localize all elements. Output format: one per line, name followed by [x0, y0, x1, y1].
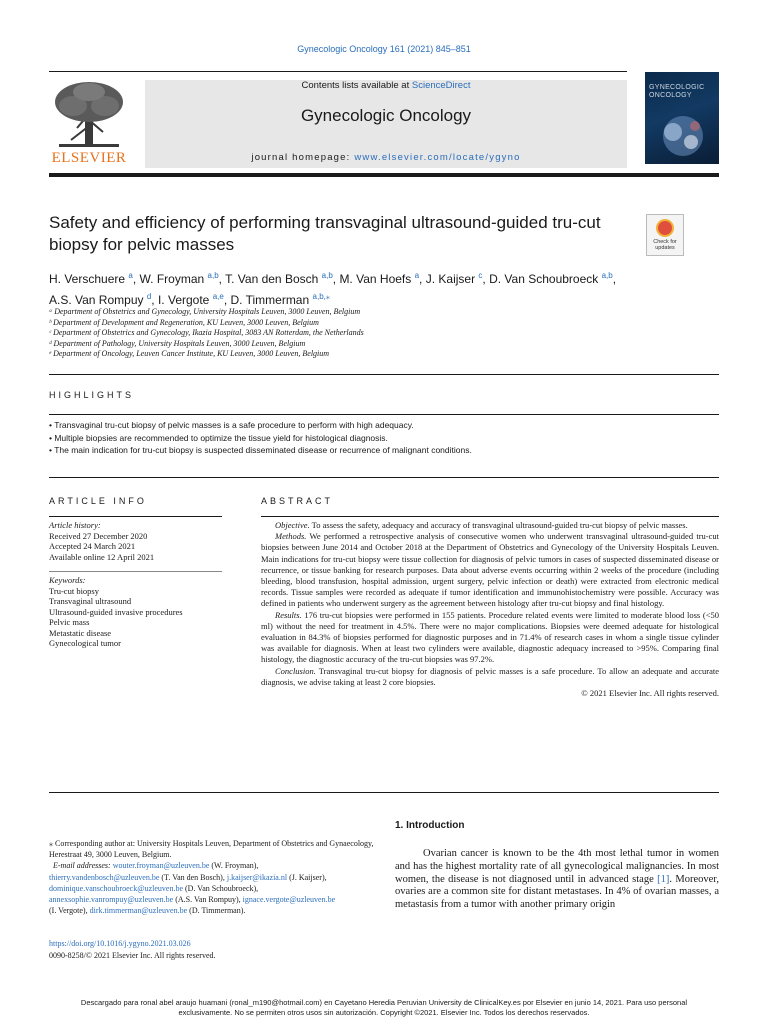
- affiliation: ᵃ Department of Obstetrics and Gynecology, University Hospitals Leuven, 3000 Leuven, Belgium: [49, 307, 361, 316]
- author[interactable]: J. Kaijser: [425, 272, 476, 286]
- article-title: Safety and efficiency of performing transvaginal ultrasound-guided tru-cut biopsy for pelvic masses: [49, 213, 601, 254]
- crossmark-label: Check for updates: [653, 239, 677, 251]
- author-affiliation-mark[interactable]: d: [146, 292, 152, 301]
- email-label: E-mail addresses:: [53, 861, 111, 871]
- highlights-list: [49, 419, 719, 457]
- highlights-heading: HIGHLIGHTS: [49, 390, 135, 400]
- abstract-rule: [261, 516, 719, 517]
- keyword: Tru-cut biopsy: [49, 585, 99, 596]
- email-owner: (D. Van Schoubroeck),: [183, 883, 259, 893]
- objective-text: To assess the safety, adequacy and accuracy of transvaginal ultrasound-guided tru-cut biopsy of pelvic masses.: [309, 520, 688, 530]
- introduction-paragraph: [395, 848, 719, 912]
- journal-homepage: [145, 152, 627, 163]
- author-affiliation-mark[interactable]: a,b,⁎: [312, 292, 330, 301]
- abstract-body: [261, 520, 719, 699]
- keywords: [49, 575, 229, 649]
- keywords-label: Keywords:: [49, 575, 86, 585]
- homepage-prefix: journal homepage:: [251, 152, 355, 163]
- email-link[interactable]: annexsophie.vanrompuy@uzleuven.be: [49, 895, 174, 905]
- email-owner: (D. Timmerman).: [187, 906, 246, 916]
- author[interactable]: M. Van Hoefs: [339, 272, 412, 286]
- crossmark-icon: [656, 219, 674, 237]
- author[interactable]: D. Timmerman: [230, 293, 310, 307]
- history-date: Accepted 24 March 2021: [49, 541, 136, 551]
- email-link[interactable]: ignace.vergote@uzleuven.be: [242, 895, 336, 905]
- author-affiliation-mark[interactable]: a,b: [321, 271, 333, 280]
- intro-text: Ovarian cancer is known to be the 4th most lethal tumor in women and has the highest mortality rate of all gynecological malignancies. In most women, the disease is not diagnosed until in advanced stage: [395, 848, 719, 885]
- author-affiliation-mark[interactable]: a: [414, 271, 420, 280]
- journal-cover-image[interactable]: [645, 72, 719, 164]
- doi-block: [49, 938, 379, 961]
- author[interactable]: H. Verschuere: [49, 272, 126, 286]
- email-owner: (J. Kaijser),: [287, 872, 327, 882]
- affiliation-list: [49, 307, 729, 360]
- keyword: Gynecological tumor: [49, 638, 121, 648]
- author[interactable]: D. Van Schoubroeck: [489, 272, 599, 286]
- article-info-heading: ARTICLE INFO: [49, 496, 147, 506]
- methods-label: Methods.: [275, 531, 307, 542]
- author-affiliation-mark[interactable]: a: [128, 271, 133, 280]
- affiliation: ᶜ Department of Obstetrics and Gynecology, Ikazia Hospital, 3083 AN Rotterdam, the Netherlands: [49, 328, 364, 337]
- header-bottom-rule: [49, 173, 719, 177]
- abstract-copyright: © 2021 Elsevier Inc. All rights reserved.: [581, 688, 719, 699]
- corresponding-author: ⁎ Corresponding author at: University Hospitals Leuven, Department of Obstetrics and Gynaecology, Herestraat 49, 3000 Leuven, Belgium.: [49, 839, 374, 860]
- methods-text: We performed a retrospective analysis of consecutive women who underwent transvaginal ultrasound-guided tru-cut biopsies between June 2014 and October 2018 at the Department of Obstetrics and Gynecology of the University Hospitals Leuven. Main indications for tru-cut biopsy were tissue collection for diagnosis of pelvic tumors in cases of suspected disseminated disease or recurrence, or tissue banking for research purposes. Data about adverse events occurring within 2 weeks of the procedure (including bleeding, blood transfusion, hospital admission, urgent surgery, pelvic infection or death) were extracted from electronic medical records. Tissue samples were recorded as adequate if tumor identification and immunohistochemistry were possible. Accuracy was defined in patients who underwent surgery as the agreement between histology after tru-cut biopsy and final histology.: [261, 531, 719, 609]
- author[interactable]: W. Froyman: [139, 272, 205, 286]
- keyword: Metastatic disease: [49, 627, 112, 638]
- journal-title: Gynecologic Oncology: [300, 106, 472, 125]
- keyword: Pelvic mass: [49, 617, 90, 627]
- intro-text: . Moreover, ovaries are a common site for distant metastases. In 4% of ovarian masses, a metastasis from a tumor with another primary origin: [395, 873, 719, 911]
- download-notice: Descargado para ronal abel araujo huamani (ronal_m190@hotmail.com) en Cayetano Heredia Peruvian University de ClinicalKey.es por Elsevier en junio 14, 2021. Para uso personal exclusivamente. No se permiten otros usos sin autorización. Copyright ©2021. Elsevier Inc. Todos los derechos reservados.: [80, 998, 688, 1017]
- highlight-item: • The main indication for tru-cut biopsy is suspected disseminated disease or recurrence of malignant conditions.: [49, 445, 472, 455]
- article-history: [49, 520, 229, 562]
- history-date: Received 27 December 2020: [49, 530, 148, 541]
- corresponding-author-footnote: [49, 838, 379, 916]
- keywords-rule: [49, 571, 222, 572]
- issn-copyright: 0090-8258/© 2021 Elsevier Inc. All rights reserved.: [49, 950, 216, 960]
- affiliation: ᵇ Department of Development and Regeneration, KU Leuven, 3000 Leuven, Belgium: [49, 317, 319, 327]
- email-owner: (W. Froyman),: [209, 861, 259, 871]
- results-text: 176 tru-cut biopsies were performed in 155 patients. Procedure related events were limited to moderate blood loss (<50 ml) without the need for treatment in 4.5%. There were no major complications. Biopsies were deemed adequate for histological evaluation in 84.3% of biopsies performed for diagnostic purposes and in 71.4% of research cases in whom a single tissue cylinder was available for diagnosis. When at least two cylinders were available, diagnostic adequacy increased to >95%. Comparing final histology, the diagnostic accuracy of the tru-cut biopsies was 97.2%.: [261, 609, 719, 665]
- history-label: Article history:: [49, 520, 101, 530]
- email-link[interactable]: dirk.timmerman@uzleuven.be: [89, 906, 188, 916]
- elsevier-logo-text: ELSEVIER: [51, 150, 127, 166]
- journal-reference[interactable]: Gynecologic Oncology 161 (2021) 845–851: [297, 44, 471, 54]
- check-for-updates-badge[interactable]: [646, 214, 684, 256]
- abstract-bottom-rule: [49, 792, 719, 793]
- citation-link[interactable]: [1]: [657, 873, 670, 885]
- affiliation: ᵈ Department of Pathology, University Hospitals Leuven, 3000 Leuven, Belgium: [49, 338, 306, 348]
- highlight-text: Multiple biopsies are recommended to optimize the tissue yield for histological diagnosis.: [54, 432, 388, 443]
- author[interactable]: T. Van den Bosch: [225, 272, 319, 286]
- author[interactable]: A.S. Van Rompuy: [49, 293, 144, 307]
- conclusion-label: Conclusion.: [275, 665, 316, 676]
- email-link[interactable]: wouter.froyman@uzleuven.be: [112, 861, 210, 871]
- author[interactable]: I. Vergote: [157, 293, 210, 307]
- author-affiliation-mark[interactable]: a,b: [207, 271, 219, 280]
- results-label: Results.: [275, 609, 302, 620]
- history-date: Available online 12 April 2021: [49, 551, 155, 562]
- author-affiliation-mark[interactable]: a,b: [601, 271, 613, 280]
- abstract-methods: [261, 531, 719, 609]
- email-owner: (I. Vergote),: [49, 906, 90, 916]
- highlight-item: • Transvaginal tru-cut biopsy of pelvic masses is a safe procedure to perform with high adequacy.: [49, 420, 414, 430]
- sciencedirect-link[interactable]: ScienceDirect: [411, 80, 471, 91]
- objective-label: Objective.: [275, 520, 310, 530]
- highlight-text: The main indication for tru-cut biopsy is suspected disseminated disease or recurrence of malignant conditions.: [54, 445, 472, 455]
- author-affiliation-mark[interactable]: c: [478, 271, 483, 280]
- highlights-inner-rule: [49, 414, 719, 415]
- author-affiliation-mark[interactable]: a,e: [212, 292, 224, 301]
- contents-line: [145, 80, 627, 91]
- email-addresses: [49, 860, 379, 916]
- keyword: Ultrasound-guided invasive procedures: [49, 606, 183, 617]
- introduction-heading: 1. Introduction: [395, 820, 465, 831]
- email-link[interactable]: j.kaijser@ikazia.nl: [226, 872, 288, 882]
- highlight-item: • Multiple biopsies are recommended to optimize the tissue yield for histological diagnosis.: [49, 432, 388, 443]
- abstract-heading: ABSTRACT: [261, 496, 334, 506]
- conclusion-text: Transvaginal tru-cut biopsy for diagnosis of pelvic masses is a safe procedure. To allow an adequate and accurate diagnosis, we advise taking at least 2 core biopsies.: [261, 665, 719, 687]
- article-info-rule: [49, 516, 222, 517]
- header-top-rule: [49, 71, 627, 72]
- homepage-link[interactable]: www.elsevier.com/locate/ygyno: [354, 152, 521, 163]
- email-link[interactable]: thierry.vandenbosch@uzleuven.be: [49, 872, 160, 882]
- introduction-body: [395, 848, 719, 912]
- email-owner: (T. Van den Bosch),: [159, 872, 227, 882]
- abstract-conclusion: [261, 666, 719, 688]
- abstract-objective: [261, 520, 719, 531]
- keyword: Transvaginal ultrasound: [49, 596, 132, 606]
- contents-prefix: Contents lists available at: [301, 80, 412, 91]
- doi-link[interactable]: https://doi.org/10.1016/j.ygyno.2021.03.026: [49, 939, 191, 948]
- email-link[interactable]: dominique.vanschoubroeck@uzleuven.be: [49, 883, 183, 893]
- author-list: H. Verschuere $^a$, W. Froyman $^{a,b}$, T. Van den Bosch $^{a,b}$, M. Van Hoefs $^a$, J. Kaijser $^c$, D. Van Schoubroeck $^{a,b}$, A.S. Van Rompuy $^d$, I. Vergote $^{a,e}$, D. Timmerman $^{a,b,⁎}$: [49, 271, 617, 307]
- cover-title: GYNECOLOGIC ONCOLOGY: [649, 84, 705, 99]
- abstract-results: [261, 610, 719, 666]
- highlights-top-rule: [49, 374, 719, 375]
- affiliation: ᵉ Department of Oncology, Leuven Cancer Institute, KU Leuven, 3000 Leuven, Belgium: [49, 349, 330, 358]
- highlight-text: Transvaginal tru-cut biopsy of pelvic masses is a safe procedure to perform with high adequacy.: [54, 420, 414, 430]
- highlights-bottom-rule: [49, 477, 719, 478]
- email-owner: (A.S. Van Rompuy),: [173, 895, 243, 905]
